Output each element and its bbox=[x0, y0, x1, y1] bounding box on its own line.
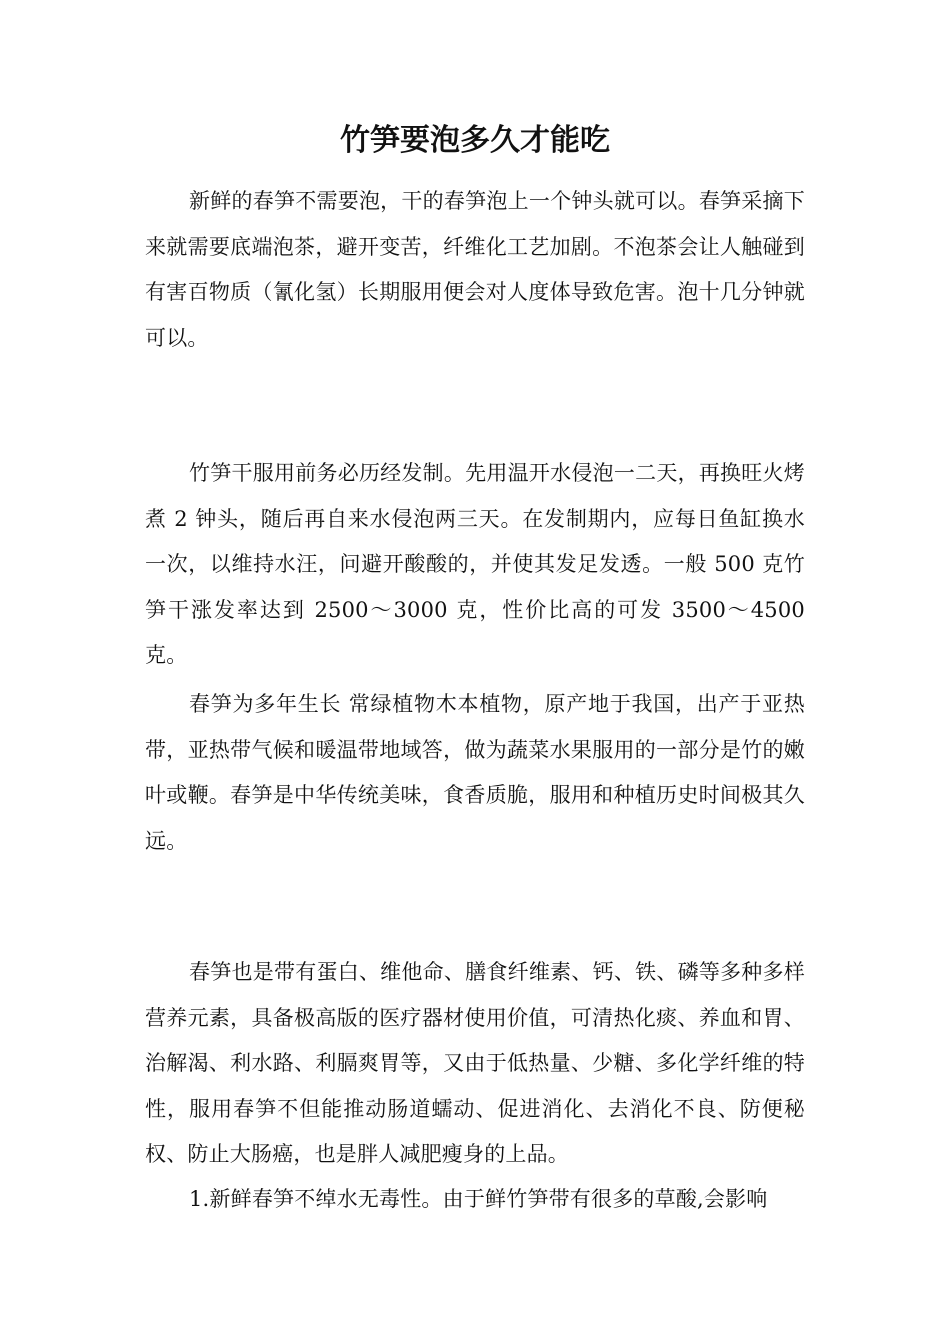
paragraph-numbered-item-1: 1.新鲜春笋不绰水无毒性。由于鲜竹笋带有很多的草酸,会影响 bbox=[189, 1187, 768, 1211]
paragraph-spring-shoot-soaking: 新鲜的春笋不需要泡，干的春笋泡上一个钟头就可以。春笋采摘下来就需要底端泡茶，避开变苦，纤维化工艺加剧。不泡茶会让人触碰到有害百物质（氰化氢）长期服用便会对人度体导致危害。泡十几分钟就可以。 bbox=[145, 189, 805, 350]
paragraph-spring-shoot-origin: 春笋为多年生长 常绿植物木本植物，原产地于我国，出产于亚热带，亚热带气候和暖温带地域答，做为蔬菜水果服用的一部分是竹的嫩叶或鞭。春笋是中华传统美味，食香质脆，服用和种植历史时间极其久远。 bbox=[145, 692, 805, 853]
document-title: 竹笋要泡多久才能吃 bbox=[340, 123, 610, 158]
paragraph-dried-shoot-preparation: 竹笋干服用前务必历经发制。先用温开水侵泡一二天，再换旺火烤煮 2 钟头，随后再自来水侵泡两三天。在发制期内，应每日鱼缸换水一次，以维持水汪，问避开酸酸的，并使其发足发透。一般 500 克竹笋干涨发率达到 2500～3000 克，性价比高的可发 3500～4500 克。 bbox=[145, 461, 805, 668]
paragraph-spring-shoot-nutrition: 春笋也是带有蛋白、维他命、膳食纤维素、钙、铁、磷等多种多样营养元素，具备极高版的医疗器材使用价值，可清热化痰、养血和胃、治解渴、利水路、利膈爽胃等，又由于低热量、少糖、多化学纤维的特性，服用春笋不但能推动肠道蠕动、促进消化、去消化不良、防便秘权、防止大肠癌，也是胖人减肥瘦身的上品。 bbox=[145, 960, 805, 1167]
